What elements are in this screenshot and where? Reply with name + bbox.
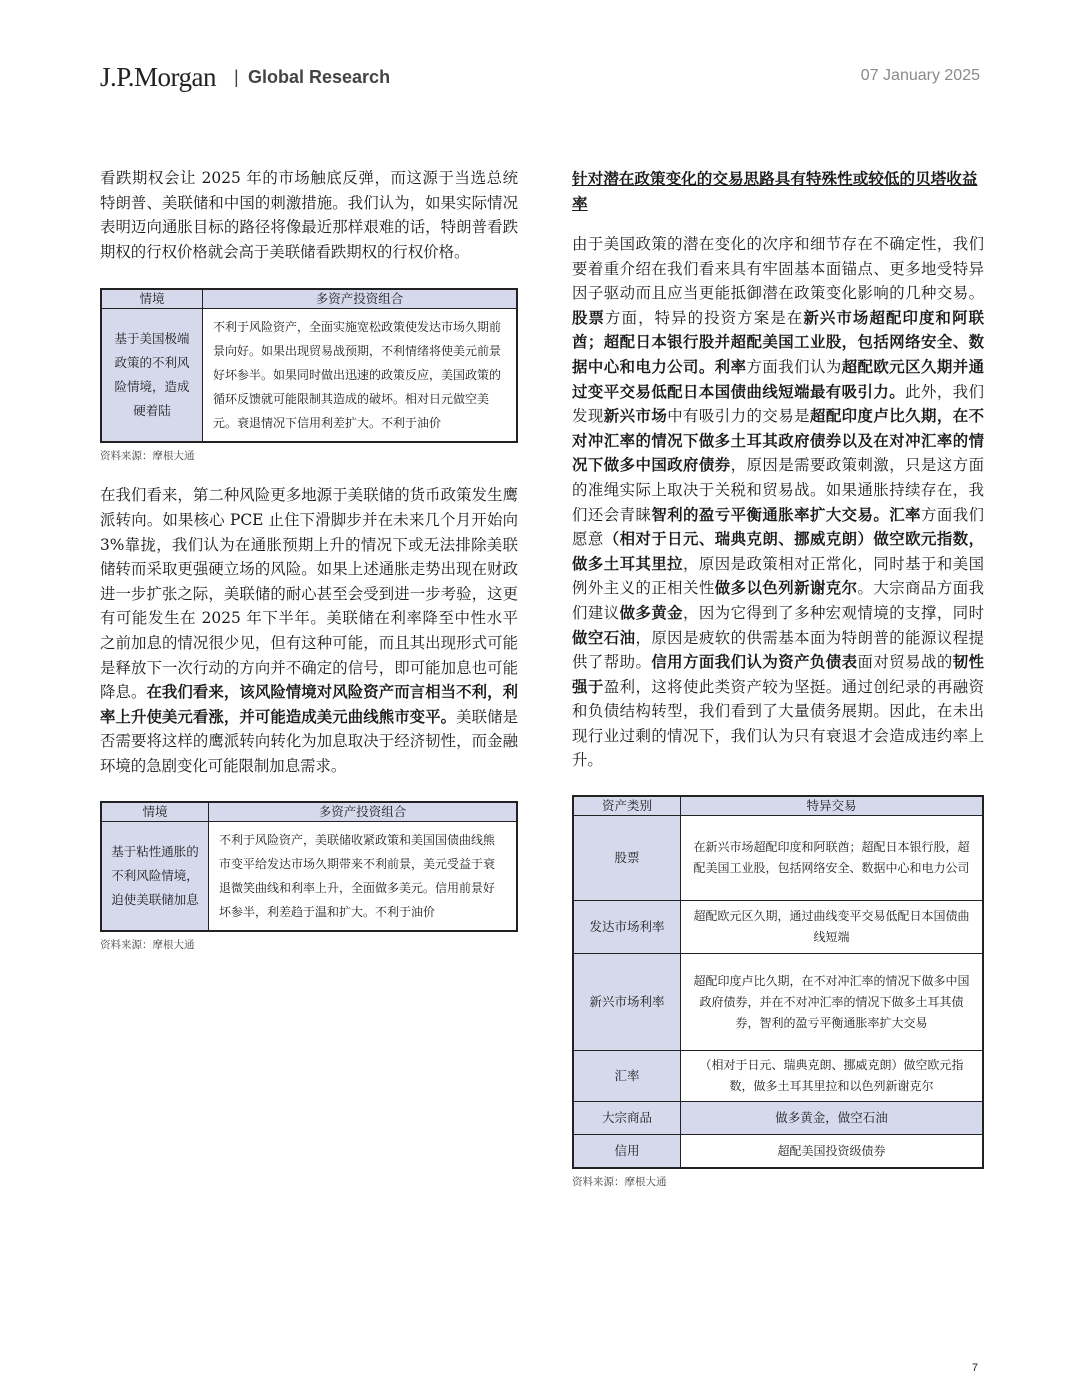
table-row: [573, 901, 983, 954]
table2-header-portfolio: 多资产投资组合: [209, 802, 518, 822]
left-column: [100, 166, 518, 952]
table2-scenario-cell: 基于粘性通胀的不利风险情境，迫使美联储加息: [101, 821, 209, 931]
trades-header-trade: 特异交易: [681, 796, 984, 816]
asset-cell: 新兴市场利率: [573, 954, 681, 1051]
table-row: [573, 1102, 983, 1135]
table1-header-portfolio: 多资产投资组合: [203, 289, 518, 309]
asset-cell: 股票: [573, 816, 681, 901]
section-title: Global Research: [248, 67, 391, 87]
rp-s18: 做多黄金: [619, 603, 684, 622]
table1-scenario-cell: 基于美国极端政策的不利风险情境，造成硬着陆: [101, 309, 203, 443]
scenario-table-1: [100, 288, 518, 443]
right-column: [572, 166, 984, 1189]
rp-s4: 新兴市场超配印度和阿联酋；超配日本银行股并超配美国工业股，包括网络安全、数据中心和电力公司。利率: [572, 308, 984, 376]
left-paragraph-2-text-a: 在我们看来，第二种风险更多地源于美联储的货币政策发生鹰派转向。如果核心 PCE 止住下滑脚步并在未来几个月开始向 3%靠拢，我们认为在通胀预期上升的情况下或无法排除美联储转而采取更强硬立场的风险。如果上述通胀走势出现在财政进一步扩张之际，美联储的耐心甚至会受到进一步考验，这更有可能发生在 2025 年下半年。美联储在利率降至中性水平之前加息的情况很少见，但有这种可能，而且其出现形式可能是释放下一次行动的方向并不确定的信号，即可能加息也可能降息。: [100, 486, 518, 702]
rp-s13: 方面我们愿意: [572, 505, 984, 549]
idiosyncratic-trades-table: [572, 795, 984, 1169]
trade-cell: 在新兴市场超配印度和阿联酋；超配日本银行股，超配美国工业股，包括网络安全、数据中心和电力公司: [681, 816, 984, 901]
rp-s3: 方面，特异的投资方案是在: [605, 308, 804, 327]
trades-table-source: 资料来源：摩根大通: [572, 1176, 667, 1189]
trades-header-asset: 资产类别: [573, 796, 681, 816]
table-row: [573, 1135, 983, 1169]
jpmorgan-logo: J.P.Morgan: [100, 62, 217, 92]
rp-s7: 此外，我们发现: [572, 382, 984, 426]
asset-cell: 信用: [573, 1135, 681, 1169]
table1-header-scenario: 情境: [101, 289, 203, 309]
rp-s24: 韧性强于: [572, 653, 984, 696]
header-separator: |: [234, 67, 239, 87]
rp-s20: 做空石油: [572, 628, 636, 647]
rp-s2: 股票: [572, 308, 606, 327]
report-date: 07 January 2025: [860, 67, 980, 84]
rp-s16: 做多以色列新谢克尔: [714, 579, 858, 598]
rp-s6: 超配欧元区久期并通过变平交易低配日本国债曲线短端最有吸引力。: [572, 357, 984, 401]
rp-s17: 。大宗商品方面我们建议: [572, 579, 984, 622]
rp-s10: 超配印度卢比久期，在不对冲汇率的情况下做多土耳其政府债券以及在对冲汇率的情况下做多中国政府债券: [572, 407, 984, 475]
rp-s25: 盈利，这将使此类资产较为坚挺。通过创纪录的再融资和负债结构转型，我们看到了大量债务展期。因此，在未出现行业过剩的情况下，我们认为只有衰退才会造成违约率上升。: [572, 677, 984, 770]
asset-cell: 汇率: [573, 1051, 681, 1102]
left-paragraph-2-bold: 在我们看来，该风险情境对风险资产而言相当不利，利率上升使美元看涨，并可能造成美元曲线熊市变平。: [100, 683, 518, 726]
trade-cell: （相对于日元、瑞典克朗、挪威克朗）做空欧元指数，做多土耳其里拉和以色列新谢克尔: [681, 1051, 984, 1102]
page-number: 7: [971, 1362, 978, 1374]
rp-s11: ，原因是需要政策刺激，只是这方面的准绳实际上取决于关税和贸易战。如果通胀持续存在，我们还会青睐: [572, 456, 984, 524]
page-header: [100, 60, 980, 96]
trade-cell: 超配美国投资级债券: [681, 1135, 984, 1169]
table2-source: 资料来源：摩根大通: [100, 938, 195, 951]
asset-cell: 大宗商品: [573, 1102, 681, 1135]
rp-s21: ，原因是疲软的供需基本面为特朗普的能源议程提供了帮助。: [572, 628, 984, 672]
section-heading: 针对潜在政策变化的交易思路具有特殊性或较低的贝塔收益率: [572, 169, 978, 213]
scenario-table-2: [100, 801, 518, 932]
rp-s5: 方面我们认为: [746, 357, 842, 376]
table2-description-cell: 不利于风险资产，美联储收紧政策和美国国债曲线熊市变平给发达市场久期带来不利前景，美元受益于衰退微笑曲线和利率上升，全面做多美元。信用前景好坏参半，利差趋于温和扩大。不利于油价: [209, 821, 518, 931]
left-paragraph-2-text-b: 美联储是否需要将这样的鹰派转向转化为加息取决于经济韧性，而金融环境的急剧变化可能限制加息需求。: [100, 707, 518, 775]
table1-source: 资料来源：摩根大通: [100, 450, 195, 463]
rp-s15: ，原因是政策相对正常化，同时基于和美国例外主义的正相关性: [572, 554, 984, 598]
table1-description-cell: 不利于风险资产，全面实施宽松政策使发达市场久期前景向好。如果出现贸易战预期，不利情绪将使美元前景好坏参半。如果同时做出迅速的政策反应，美国政策的循环反馈就可能限制其造成的破坏。相对日元做空美元。衰退情况下信用利差扩大。不利于油价: [203, 309, 518, 443]
trade-cell: 超配欧元区久期，通过曲线变平交易低配日本国债曲线短端: [681, 901, 984, 954]
left-paragraph-1: 看跌期权会让 2025 年的市场触底反弹，而这源于当选总统特朗普、美联储和中国的刺激措施。我们认为，如果实际情况表明迈向通胀目标的路径将像最近那样艰难的话，特朗普看跌期权的行权价格就会高于美联储看跌期权的行权价格。: [100, 169, 518, 261]
rp-s22: 信用方面我们认为资产负债表: [651, 653, 858, 672]
table-row: [573, 816, 983, 901]
rp-s1: 由于美国政策的潜在变化的次序和细节存在不确定性，我们要着重介绍在我们看来具有牢固基本面锚点、更多地受特异因子驱动而且应当更能抵御潜在政策变化影响的几种交易。: [572, 235, 984, 303]
rp-s8: 新兴市场: [603, 407, 668, 426]
rp-s9: 中有吸引力的交易是: [667, 407, 810, 426]
rp-s19: ，因为它得到了多种宏观情境的支撑，同时: [683, 603, 984, 622]
table2-header-scenario: 情境: [101, 802, 209, 822]
asset-cell: 发达市场利率: [573, 901, 681, 954]
right-paragraph: [572, 232, 984, 773]
rp-s12: 智利的盈亏平衡通胀率扩大交易。汇率: [651, 505, 921, 524]
rp-s14: （相对于日元、瑞典克朗、挪威克朗）做空欧元指数，做多土耳其里拉: [572, 530, 984, 573]
rp-s23: 面对贸易战的: [857, 653, 953, 672]
trade-cell: 做多黄金，做空石油: [681, 1102, 984, 1135]
trade-cell: 超配印度卢比久期，在不对冲汇率的情况下做多中国政府债券，并在不对冲汇率的情况下做多土耳其债券，智利的盈亏平衡通胀率扩大交易: [681, 954, 984, 1051]
table-row: [573, 1051, 983, 1102]
left-paragraph-2: [100, 483, 518, 778]
table-row: [573, 954, 983, 1051]
